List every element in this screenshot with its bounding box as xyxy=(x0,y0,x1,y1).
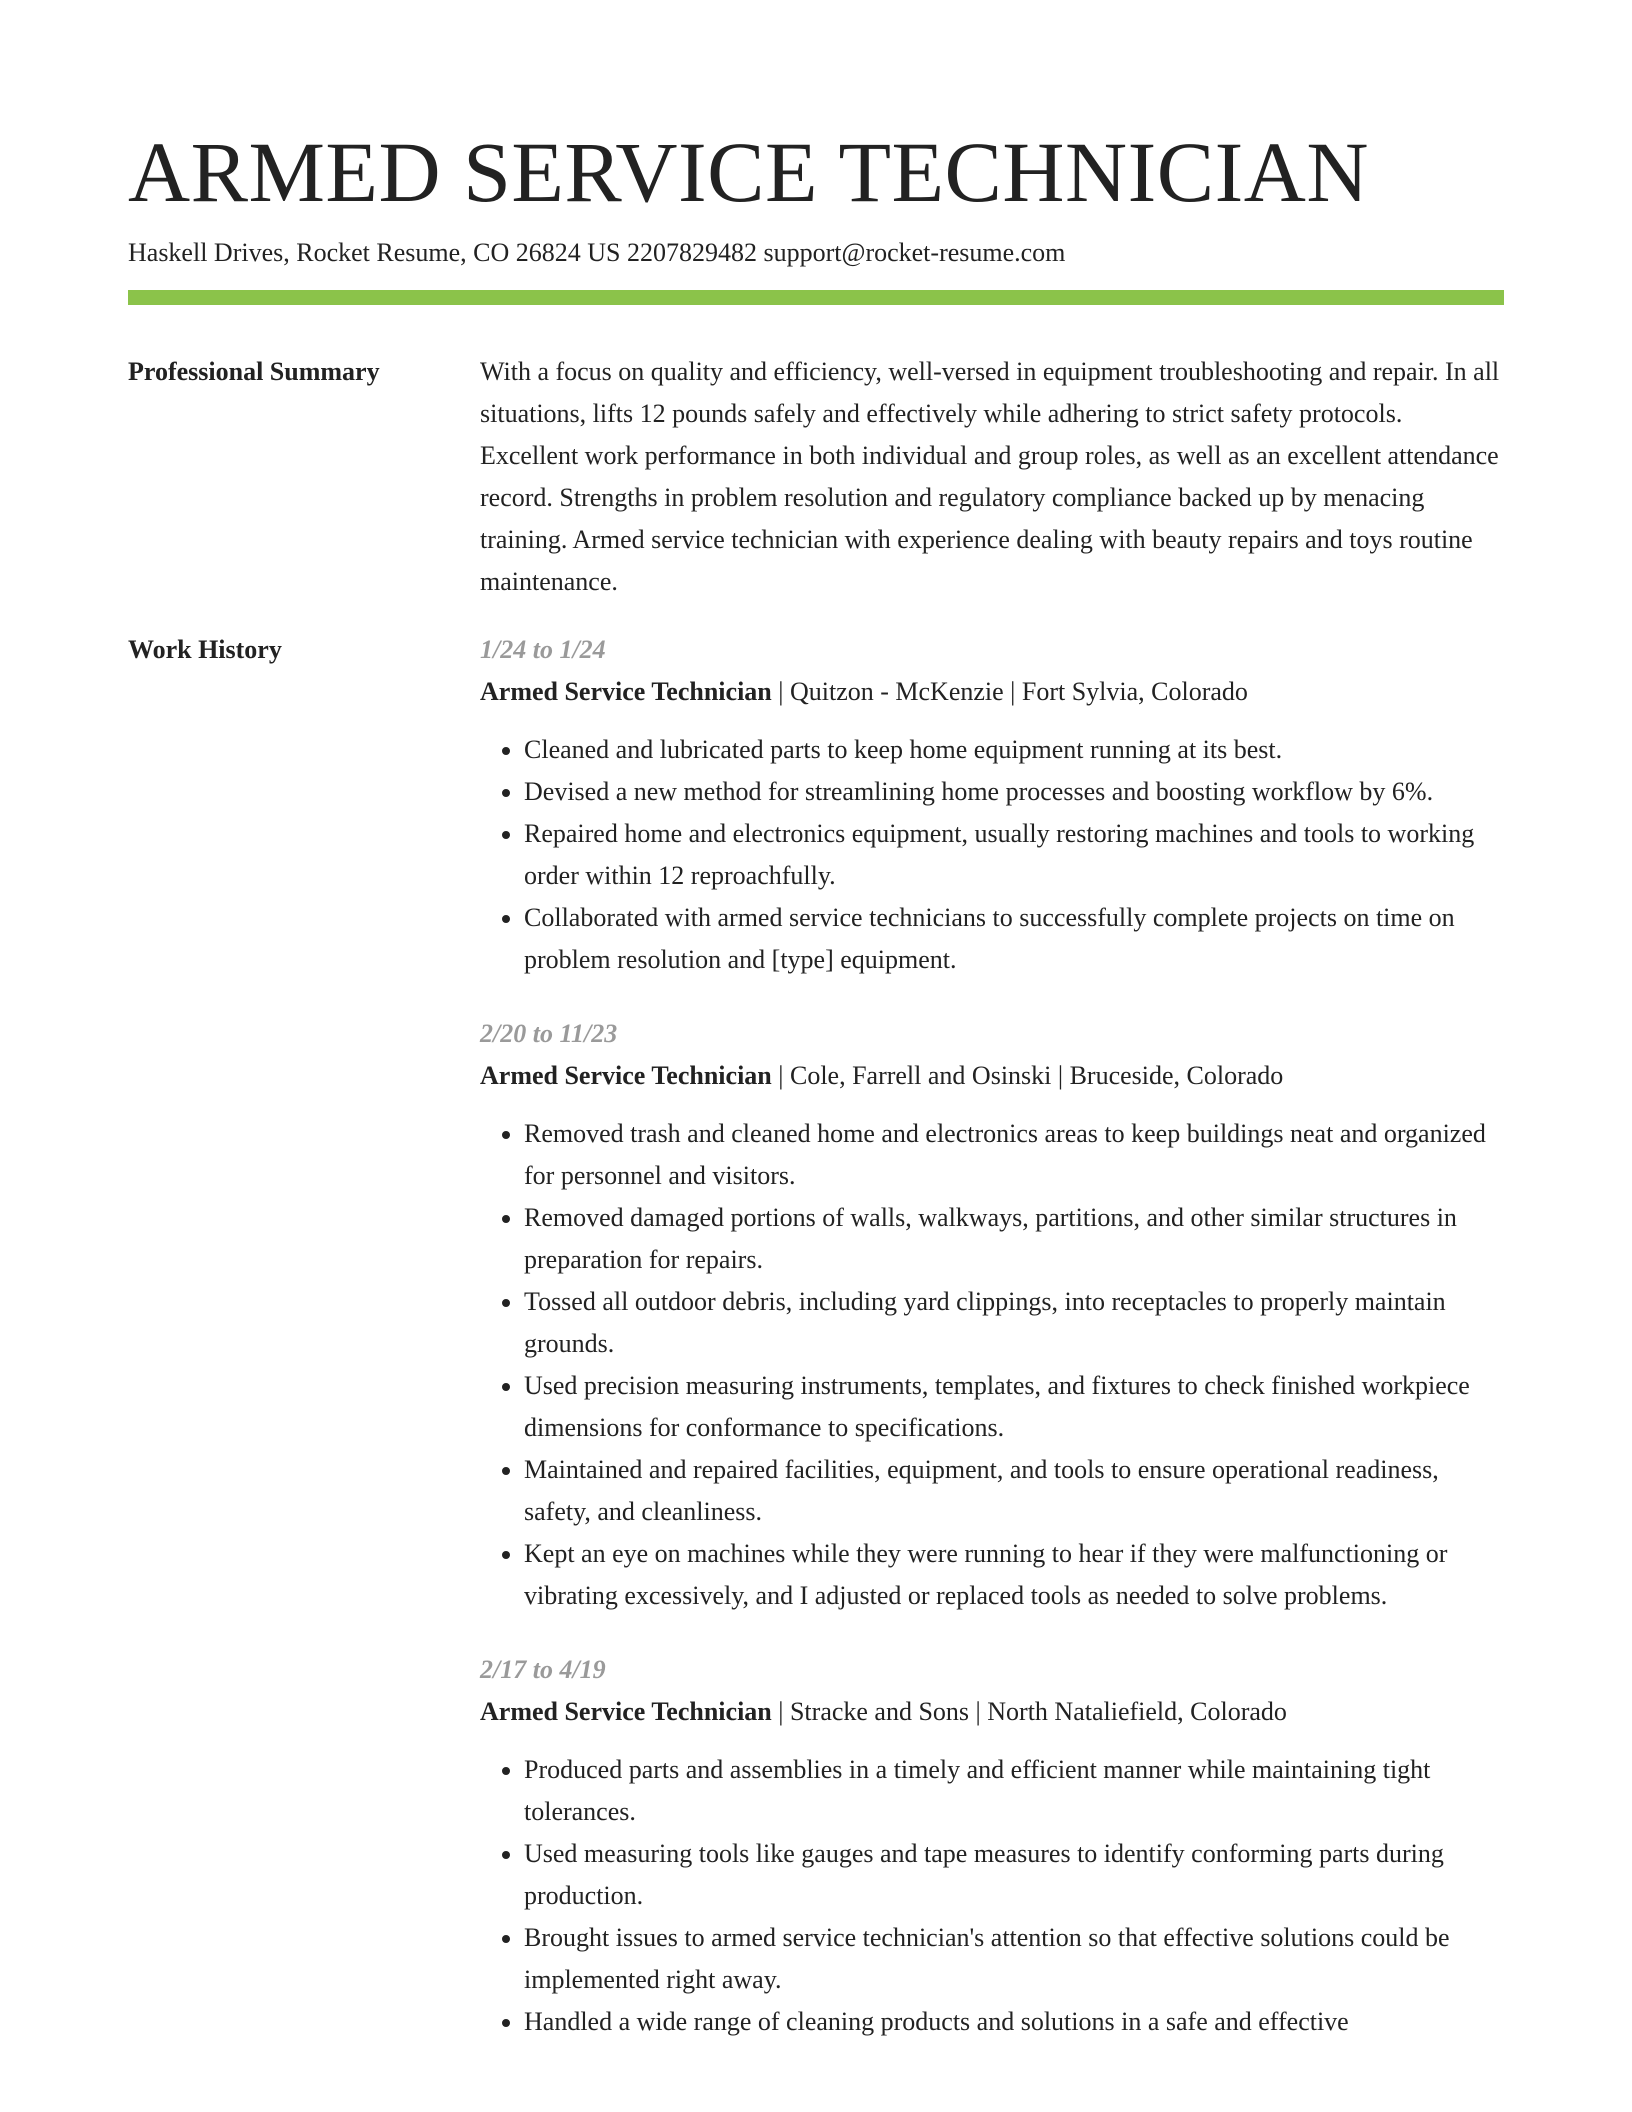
job-bullet: • Repaired home and electronics equipment, usually restoring machines and tools to working order within 12 reproachfully. xyxy=(524,813,1504,897)
job-bullet: • Used precision measuring instruments, templates, and fixtures to check finished workpiece dimensions for conformance to specifications. xyxy=(524,1365,1504,1449)
job-title: Armed Service Technician xyxy=(480,677,772,706)
job-bullet-list xyxy=(480,1749,1504,2043)
job-bullet-list xyxy=(480,729,1504,981)
header-divider xyxy=(128,290,1504,305)
professional-summary-section xyxy=(128,351,1504,603)
job-bullet: • Collaborated with armed service technicians to successfully complete projects on time on problem resolution and [type] equipment. xyxy=(524,897,1504,981)
contact-info: Haskell Drives, Rocket Resume, CO 26824 US 2207829482 support@rocket-resume.com xyxy=(128,238,1066,267)
section-label-summary: Professional Summary xyxy=(128,357,380,386)
job-details: | Stracke and Sons | North Nataliefield, Colorado xyxy=(771,1697,1287,1726)
summary-text: With a focus on quality and efficiency, well-versed in equipment troubleshooting and repair. In all situations, lifts 12 pounds safely and effectively while adhering to strict safety protocols. Excellent work performance in both individual and group roles, as well as an excellent attendance record. Strengths in problem resolution and regulatory compliance backed up by menacing training. Armed service technician with experience dealing with beauty repairs and toys routine maintenance. xyxy=(480,357,1500,596)
job-details: | Quitzon - McKenzie | Fort Sylvia, Colorado xyxy=(771,677,1248,706)
job-bullet: • Tossed all outdoor debris, including yard clippings, into receptacles to properly maintain grounds. xyxy=(524,1281,1504,1365)
job-bullet: • Kept an eye on machines while they were running to hear if they were malfunctioning or vibrating excessively, and I adjusted or replaced tools as needed to solve problems. xyxy=(524,1533,1504,1617)
job-details: | Cole, Farrell and Osinski | Bruceside, Colorado xyxy=(771,1061,1284,1090)
resume-page xyxy=(128,0,1504,2075)
job-heading xyxy=(480,1055,1504,1097)
job-heading xyxy=(480,671,1504,713)
resume-name: ARMED SERVICE TECHNICIAN xyxy=(128,124,1369,220)
job-heading xyxy=(480,1691,1504,1733)
job-bullet-list xyxy=(480,1113,1504,1617)
summary-body xyxy=(480,351,1504,603)
job-bullet: • Cleaned and lubricated parts to keep home equipment running at its best. xyxy=(524,729,1504,771)
job-bullet: • Used measuring tools like gauges and tape measures to identify conforming parts during production. xyxy=(524,1833,1504,1917)
job-entry xyxy=(480,1013,1504,1617)
job-bullet: • Produced parts and assemblies in a timely and efficient manner while maintaining tight tolerances. xyxy=(524,1749,1504,1833)
job-bullet: • Devised a new method for streamlining home processes and boosting workflow by 6%. xyxy=(524,771,1504,813)
job-dates: 1/24 to 1/24 xyxy=(480,635,606,664)
job-dates: 2/20 to 11/23 xyxy=(480,1019,618,1048)
job-bullet: • Maintained and repaired facilities, equipment, and tools to ensure operational readiness, safety, and cleanliness. xyxy=(524,1449,1504,1533)
job-bullet: • Brought issues to armed service technician's attention so that effective solutions could be implemented right away. xyxy=(524,1917,1504,2001)
job-dates: 2/17 to 4/19 xyxy=(480,1655,606,1684)
job-bullet: • Handled a wide range of cleaning products and solutions in a safe and effective xyxy=(524,2001,1504,2043)
job-bullet: • Removed damaged portions of walls, walkways, partitions, and other similar structures in preparation for repairs. xyxy=(524,1197,1504,1281)
job-entry xyxy=(480,629,1504,981)
job-bullet: • Removed trash and cleaned home and electronics areas to keep buildings neat and organized for personnel and visitors. xyxy=(524,1113,1504,1197)
work-history-body xyxy=(480,629,1504,2075)
work-history-section xyxy=(128,629,1504,2075)
section-label-work-history: Work History xyxy=(128,635,282,664)
job-entry xyxy=(480,1649,1504,2043)
job-title: Armed Service Technician xyxy=(480,1061,772,1090)
job-title: Armed Service Technician xyxy=(480,1697,772,1726)
